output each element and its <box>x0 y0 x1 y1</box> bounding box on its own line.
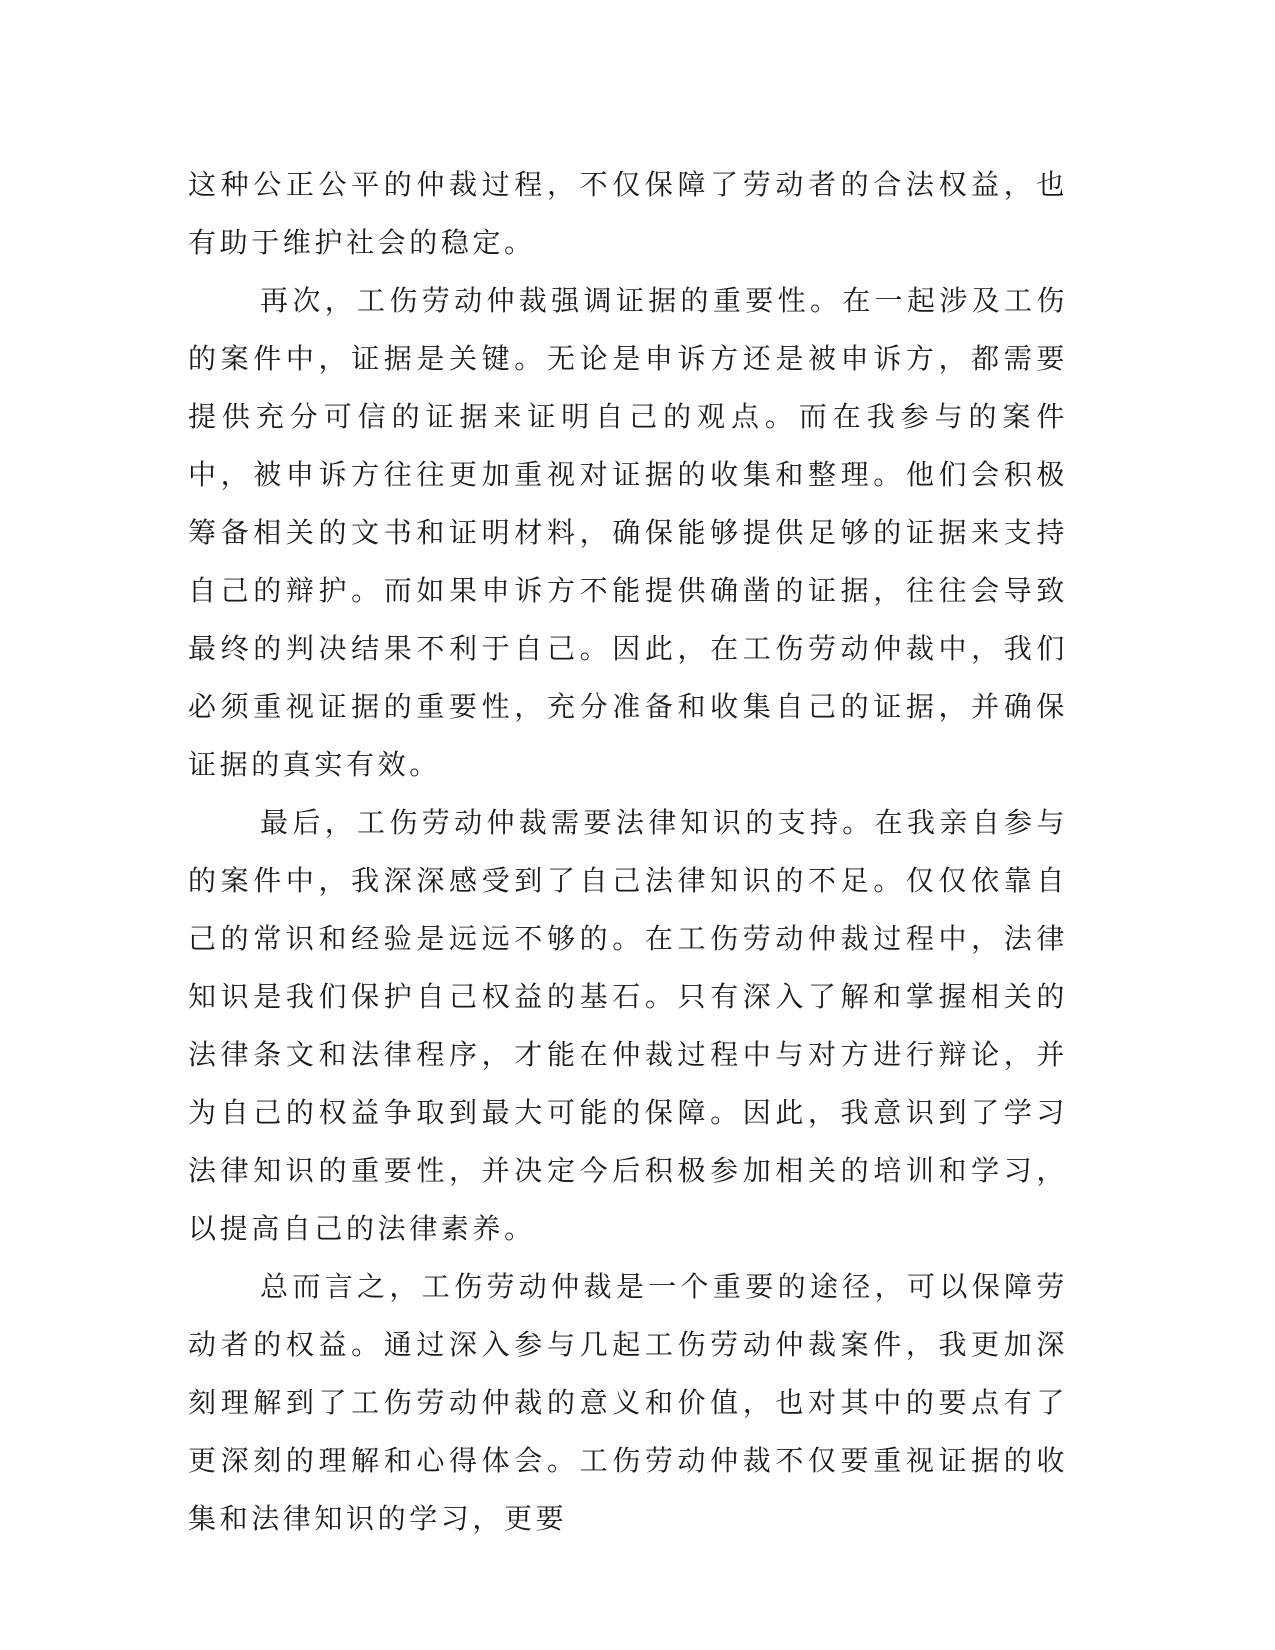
paragraph-3: 最后，工伤劳动仲裁需要法律知识的支持。在我亲自参与的案件中，我深深感受到了自己法律知识的不足。仅仅依靠自己的常识和经验是远远不够的。在工伤劳动仲裁过程中，法律知识是我们保护自己权益的基石。只有深入了解和掌握相关的法律条文和法律程序，才能在仲裁过程中与对方进行辩论，并为自己的权益争取到最大可能的保障。因此，我意识到了学习法律知识的重要性，并决定今后积极参加相关的培训和学习，以提高自己的法律素养。 <box>188 806 1068 1245</box>
paragraph-2: 再次，工伤劳动仲裁强调证据的重要性。在一起涉及工伤的案件中，证据是关键。无论是申诉方还是被申诉方，都需要提供充分可信的证据来证明自己的观点。而在我参与的案件中，被申诉方往往更加重视对证据的收集和整理。他们会积极筹备相关的文书和证明材料，确保能够提供足够的证据来支持自己的辩护。而如果申诉方不能提供确凿的证据，往往会导致最终的判决结果不利于自己。因此，在工伤劳动仲裁中，我们必须重视证据的重要性，充分准备和收集自己的证据，并确保证据的真实有效。 <box>188 284 1068 781</box>
paragraph-4: 总而言之，工伤劳动仲裁是一个重要的途径，可以保障劳动者的权益。通过深入参与几起工伤劳动仲裁案件，我更加深刻理解到了工伤劳动仲裁的意义和价值，也对其中的要点有了更深刻的理解和心得体会。工伤劳动仲裁不仅要重视证据的收集和法律知识的学习，更要 <box>188 1270 1068 1535</box>
paragraph-1: 这种公正公平的仲裁过程，不仅保障了劳动者的合法权益，也有助于维护社会的稳定。 <box>188 168 1068 259</box>
document-body <box>188 156 1068 1548</box>
